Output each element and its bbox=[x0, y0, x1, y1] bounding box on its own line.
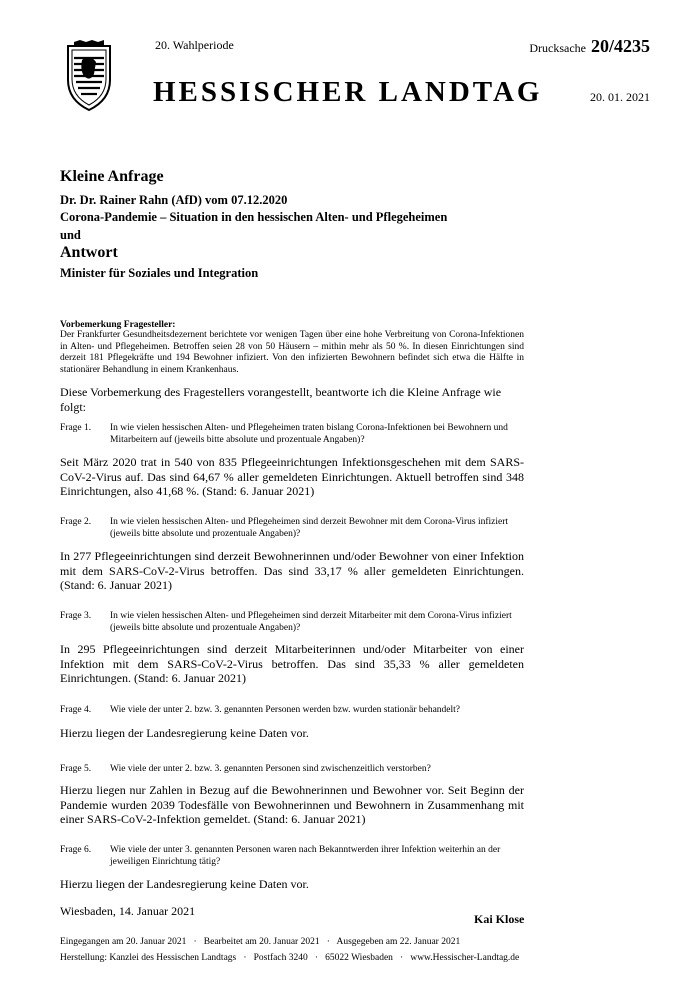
question-text: Wie viele der unter 2. bzw. 3. genannten Personen sind zwischenzeitlich verstorben? bbox=[110, 764, 431, 774]
drucksache-number: 20/4235 bbox=[590, 36, 650, 56]
coat-of-arms-icon bbox=[60, 40, 118, 112]
question-label: Frage 1. bbox=[60, 423, 92, 433]
answer-5: Hierzu liegen nur Zahlen in Bezug auf die Bewohnerinnen und Bewohner vor. Seit Beginn der Pandemie wurden 2039 Todesfälle von Bewohnerinnen und Bewohnern in Zusammenhang mit einer SARS-CoV-2-Infektion gemeldet. (Stand: 6. Januar 2021) bbox=[60, 783, 524, 826]
signer-name: Kai Klose bbox=[474, 912, 525, 926]
question-text: Wie viele der unter 2. bzw. 3. genannten Personen werden bzw. wurden stationär behandelt? bbox=[110, 705, 461, 715]
question-label: Frage 6. bbox=[60, 845, 92, 855]
minister-line: Minister für Soziales und Integration bbox=[60, 266, 259, 280]
subject-line: Corona-Pandemie – Situation in den hessischen Alten- und Pflegeheimen bbox=[60, 210, 448, 224]
question-text: Wie viele der unter 3. genannten Personen waren nach Bekanntwerden ihrer Infektion weiterhin an der jeweiligen Einrichtung tätig? bbox=[110, 845, 501, 867]
document-date: 20. 01. 2021 bbox=[590, 90, 650, 104]
parliament-title: HESSISCHER LANDTAG bbox=[153, 76, 543, 108]
question-text: In wie vielen hessischen Alten- und Pflegeheimen traten bislang Corona-Infektionen bei Bewohnern und Mitarbeitern auf (jeweils bitte absolute und prozentuale Angaben)? bbox=[110, 423, 508, 445]
author-line: Dr. Dr. Rainer Rahn (AfD) vom 07.12.2020 bbox=[60, 193, 288, 207]
answer-6: Hierzu liegen der Landesregierung keine Daten vor. bbox=[60, 877, 309, 891]
und-line: und bbox=[60, 228, 81, 242]
answer-3: In 295 Pflegeeinrichtungen sind derzeit Mitarbeiterinnen und/oder Mitarbeiter von einer Infektion mit dem SARS-CoV-2-Virus betroffen. Das sind 35,33 % aller gemeldeten Einrichtungen. (Stand: 6. Januar 2021) bbox=[60, 642, 524, 685]
document-type: Kleine Anfrage bbox=[60, 168, 164, 185]
footer-dates: Eingegangen am 20. Januar 2021 · Bearbeitet am 20. Januar 2021 · Ausgegeben am 22. Januar 2021 bbox=[60, 937, 461, 947]
electoral-period: 20. Wahlperiode bbox=[155, 38, 234, 52]
answer-4: Hierzu liegen der Landesregierung keine Daten vor. bbox=[60, 726, 309, 740]
answer-2: In 277 Pflegeeinrichtungen sind derzeit Bewohnerinnen und/oder Bewohner von einer Infektion mit dem SARS-CoV-2-Virus betroffen. Das sind 33,17 % aller gemeldeten Einrichtungen. (Stand: 6. Januar 2021) bbox=[60, 549, 524, 592]
preamble-heading: Vorbemerkung Fragesteller: bbox=[60, 320, 176, 330]
question-label: Frage 3. bbox=[60, 611, 92, 621]
answer-1: Seit März 2020 trat in 540 von 835 Pflegeeinrichtungen Infektionsgeschehen mit dem SARS-CoV-2-Virus auf. Das sind 64,67 % aller gemeldeten Einrichtungen. Aktuell betroffen sind 348 Einrichtungen, also 41,68 %. (Stand: 6. Januar 2021) bbox=[60, 455, 524, 498]
preamble-intro: Diese Vorbemerkung des Fragestellers vorangestellt, beantworte ich die Kleine Anfrage wie folgt: bbox=[60, 385, 502, 414]
drucksache bbox=[529, 36, 650, 57]
question-label: Frage 4. bbox=[60, 705, 92, 715]
preamble-text: Der Frankfurter Gesundheitsdezernent berichtete vor wenigen Tagen über eine hohe Verbreitung von Corona-Infektionen in Alten- und Pflegeheimen. Betroffen seien 28 von 50 Häusern – mithin mehr als 50 %. In diesen Einrichtungen sind derzeit 181 Pflegekräfte und 194 Bewohner infiziert. Von den infizierten Bewohnern befindet sich etwa die Hälfte in stationärer Behandlung in einem Krankenhaus. bbox=[60, 330, 524, 375]
drucksache-label: Drucksache bbox=[529, 41, 586, 55]
question-text: In wie vielen hessischen Alten- und Pflegeheimen sind derzeit Mitarbeiter mit dem Corona-Virus infiziert (jeweils bitte absolute und prozentuale Angaben)? bbox=[110, 611, 512, 633]
question-text: In wie vielen hessischen Alten- und Pflegeheimen sind derzeit Bewohner mit dem Corona-Virus infiziert (jeweils bitte absolute und prozentuale Angaben)? bbox=[110, 517, 509, 539]
place-date: Wiesbaden, 14. Januar 2021 bbox=[60, 904, 196, 918]
question-label: Frage 5. bbox=[60, 764, 92, 774]
footer-publisher: Herstellung: Kanzlei des Hessischen Landtags · Postfach 3240 · 65022 Wiesbaden · www.Hessischer-Landtag.de bbox=[60, 953, 520, 963]
question-label: Frage 2. bbox=[60, 517, 92, 527]
answer-heading: Antwort bbox=[60, 244, 118, 261]
